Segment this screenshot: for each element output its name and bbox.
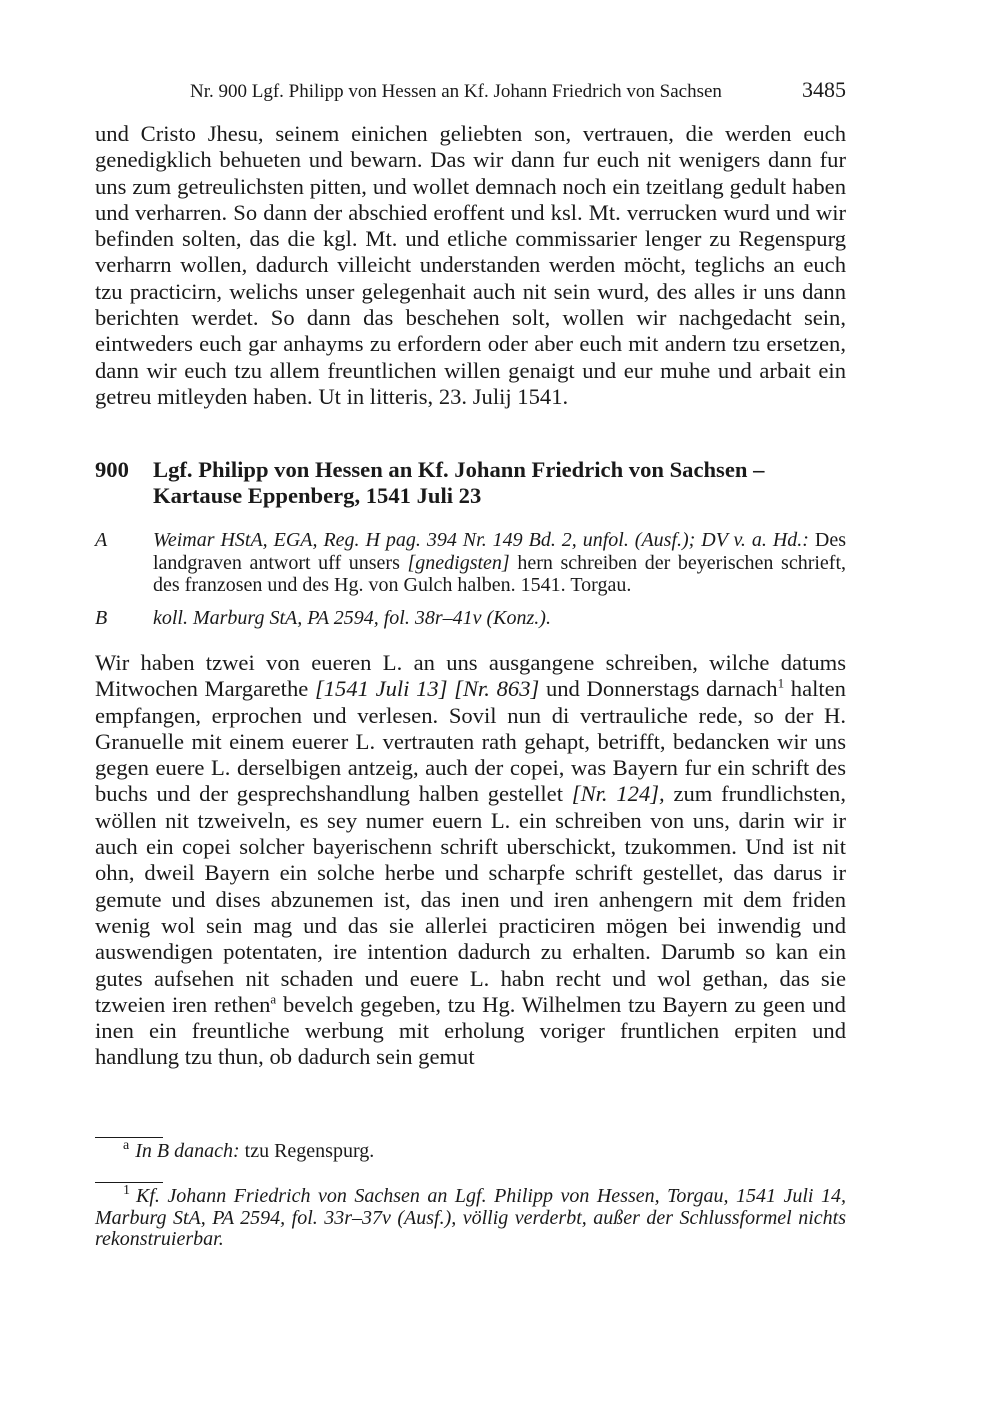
- source-archive: Weimar HStA, EGA, Reg. H pag. 394 Nr. 149 Bd. 2, unfol. (Ausf.); DV v. a. Hd.:: [153, 529, 809, 551]
- source-siglum-b: B: [95, 607, 108, 629]
- continued-paragraph: und Cristo Jhesu, seinem einichen geliebten son, vertrauen, die werden euch genedigklich behueten und bewarn. Das wir dann fur euch nit wenigers dann fur uns zum getreulichsten pitten, und wollet demnach noch ein tzeitlang gedult haben und verharren. So dann der abschied eroffent und ksl. Mt. verrucken wurd und wir befinden solten, das die kgl. Mt. und etliche commissarier lenger zu Regenspurg verharrn wollen, dadurch villeicht understanden werden möcht, teglichs an euch tzu practicirn, welichs unser gelegenhait auch nit sein wurd, des alles ir uns dann berichten werdet. So dann das beschehen solt, wollen wir nachgedacht sein, eintweders euch gar anhayms zu erfordern oder aber euch mit andern tzu ersetzen, dann wir euch tzu allem freuntlichen willen genaigt und eur muhe und arbait ein getreu mitleyden haben. Ut in litteris, 23. Julij 1541.: [95, 121, 846, 409]
- footnote-mark: a: [123, 1138, 130, 1154]
- source-siglum-a: A: [95, 529, 108, 551]
- footnote-text: tzu Regenspurg.: [244, 1140, 375, 1162]
- footnote-1: [95, 1183, 846, 1251]
- footnote-ref-a[interactable]: a: [270, 991, 277, 1007]
- main-text-part: zum frundlichsten, wöllen nit tzweiveln, es sey numer euern L. ein schreiben von uns, darin wir ir auch ein copei solcher bayerischenn schrift uberschickt, tzukommen. Und ist nit ohn, dweil Bayern ein solche herbe und scharpfe schrift gestellet, das darus ir gemute und dises abzunemen ist, das inen und iren anhengern mit dem friden wenig wol sein mag und das sie allerlei practiciren mögen bei inwendig und auswendigen potentaten, ire intention dadurch zu erhalten. Darumb so kan ein gutes aufsehen nit schaden und euere L. habn recht und wol gethan, das sie tzweien iren rethen: [95, 781, 847, 1017]
- dorsal-note-start: Des landgraven antwort uff unsers: [153, 529, 846, 574]
- main-text-part: Wir haben tzwei von eueren L. an uns ausgangene schreiben, wilche datums Mitwochen Margarethe: [95, 650, 846, 702]
- source-body-b: koll. Marburg StA, PA 2594, fol. 38r–41v (Konz.).: [153, 607, 551, 629]
- main-text-part: und Donnerstags darnach: [545, 676, 778, 702]
- document-title: Lgf. Philipp von Hessen an Kf. Johann Friedrich von Sachsen – Kartause Eppenberg, 1541 Juli 23: [153, 457, 765, 509]
- source-body-a: [153, 529, 846, 597]
- footnote-text: Kf. Johann Friedrich von Sachsen an Lgf. Philipp von Hessen, Torgau, 1541 Juli 14, Marburg StA, PA 2594, fol. 33r–37v (Ausf.), völlig verderbt, außer der Schlussformel nichts rekonstruierbar.: [95, 1185, 846, 1250]
- footnote-divider: [95, 1137, 163, 1138]
- dorsal-note-end: hern schreiben der beyerischen schrieft, des franzosen und des Hg. von Gulch halben. 1541. Torgau.: [153, 551, 847, 596]
- page-number: 3485: [802, 77, 846, 102]
- main-text-part: bevelch gegeben, tzu Hg. Wilhelmen tzu Bayern zu geen und inen ein freuntliche werbung mit erholung voriger fruntlichen erpiten und handlung tzu thun, ob dadurch sein gemut: [95, 991, 846, 1070]
- footnote-a: [95, 1138, 846, 1163]
- main-text: [95, 650, 846, 1071]
- footnote-mark: 1: [123, 1183, 130, 1199]
- footnote-label: In B danach:: [135, 1140, 240, 1162]
- dorsal-emendation: [gnedigsten]: [407, 551, 510, 574]
- editorial-date: [1541 Juli 13] [Nr. 863]: [314, 676, 540, 702]
- footnote-ref-1[interactable]: 1: [777, 675, 785, 691]
- document-number: 900: [95, 457, 129, 482]
- main-text-part: halten empfangen, erprochen und verlesen. Sovil nun di vertrauliche rede, so der H. Granuelle mit einem euerer L. vertrauten rath gehapt, betrifft, bedancken wir uns gegen euere L. derselbigen antzeig, auch der copei, was Bayern fur ein schrift des buchs und der gesprechshandlung halben gestellet: [95, 676, 846, 807]
- editorial-reference: [Nr. 124],: [571, 781, 665, 807]
- running-title: Nr. 900 Lgf. Philipp von Hessen an Kf. Johann Friedrich von Sachsen: [190, 81, 722, 102]
